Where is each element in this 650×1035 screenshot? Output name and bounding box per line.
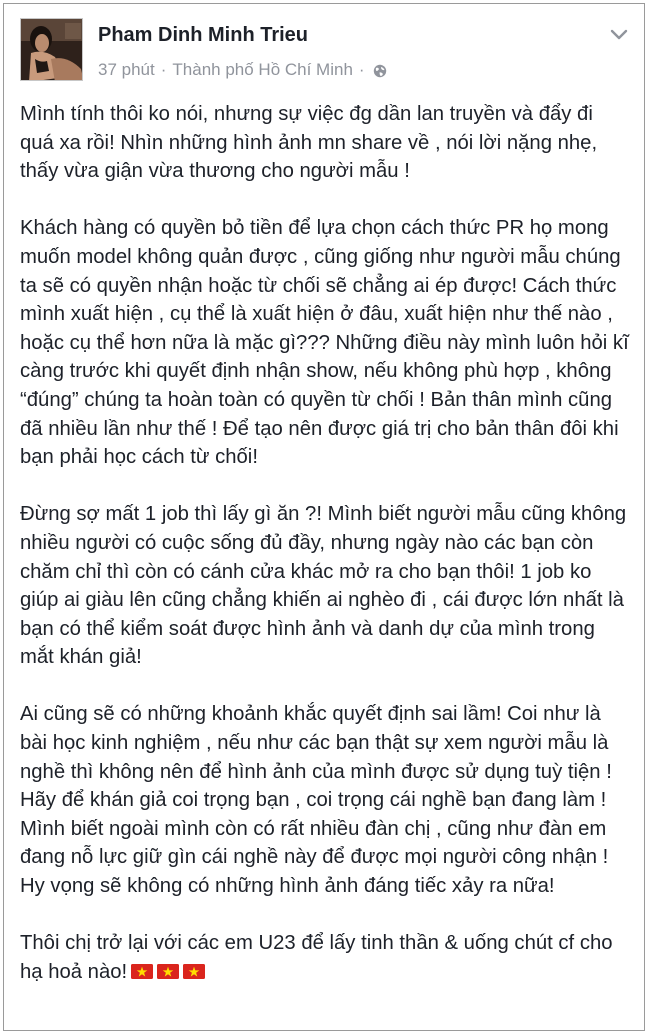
post-paragraph-text: Thôi chị trở lại với các em U23 để lấy tinh thần & uống chút cf cho hạ hoả nào! bbox=[20, 932, 613, 983]
post-timestamp[interactable]: 37 phút bbox=[98, 60, 155, 79]
facebook-post bbox=[3, 3, 645, 1031]
post-meta bbox=[98, 60, 387, 80]
vietnam-flag-icon bbox=[183, 960, 205, 977]
globe-icon[interactable] bbox=[373, 63, 387, 77]
chevron-down-icon[interactable] bbox=[610, 28, 628, 40]
post-header bbox=[20, 14, 632, 88]
vietnam-flag-icon bbox=[131, 960, 153, 977]
avatar-photo bbox=[21, 19, 83, 81]
vietnam-flag-icon bbox=[157, 960, 179, 977]
post-location[interactable]: Thành phố Hồ Chí Minh bbox=[172, 60, 353, 79]
author-name[interactable]: Pham Dinh Minh Trieu bbox=[98, 24, 309, 46]
post-body bbox=[20, 100, 632, 986]
post-paragraph-last bbox=[20, 929, 632, 986]
post-paragraph: Mình tính thôi ko nói, nhưng sự việc đg dần lan truyền và đẩy đi quá xa rồi! Nhìn những hình ảnh mn share về , nói lời nặng nhẹ, thấy vừa giận vừa thương cho người mẫu ! bbox=[20, 103, 598, 183]
post-paragraph: Khách hàng có quyền bỏ tiền để lựa chọn cách thức PR họ mong muốn model không quản được , cũng giống như người mẫu chúng ta sẽ có quyền nhận hoặc từ chối sẽ chẳng ai ép được! Cách thức mình xuất hiện , cụ thể là xuất hiện ở đâu, xuất hiện như thế nào , hoặc cụ thể hơn nữa là mặc gì??? Những điều này mình luôn hỏi kĩ càng trước khi quyết định nhận show, nếu không phù hợp , không “đúng” chúng ta hoàn toàn có quyền từ chối ! Bản thân mình cũng đã nhiều lần như thế ! Để tạo nên được giá trị cho bản thân đôi khi bạn phải học cách từ chối! bbox=[20, 217, 629, 469]
post-paragraph: Đừng sợ mất 1 job thì lấy gì ăn ?! Mình biết người mẫu cũng không nhiều người có cuộc sống đủ đầy, nhưng ngày nào các bạn còn chăm chỉ thì còn có cánh cửa khác mở ra cho bạn thôi! 1 job ko giúp ai giàu lên cũng chẳng khiến ai nghèo đi , cái được lớn nhất là bạn có thể kiểm soát được hình ảnh và danh dự của mình trong mắt khán giả! bbox=[20, 503, 627, 669]
avatar[interactable] bbox=[20, 18, 83, 81]
meta-separator: · bbox=[358, 60, 365, 79]
meta-separator: · bbox=[160, 60, 167, 79]
post-paragraph: Ai cũng sẽ có những khoảnh khắc quyết định sai lầm! Coi như là bài học kinh nghiệm , nếu như các bạn thật sự xem người mẫu là nghề thì không nên để hình ảnh của mình được sử dụng tuỳ tiện ! Hãy để khán giả coi trọng bạn , coi trọng cái nghề bạn đang làm ! Mình biết ngoài mình còn có rất nhiều đàn chị , cũng như đàn em đang nỗ lực giữ gìn cái nghề này để được mọi người công nhận ! Hy vọng sẽ không có những hình ảnh đáng tiếc xảy ra nữa! bbox=[20, 703, 612, 898]
